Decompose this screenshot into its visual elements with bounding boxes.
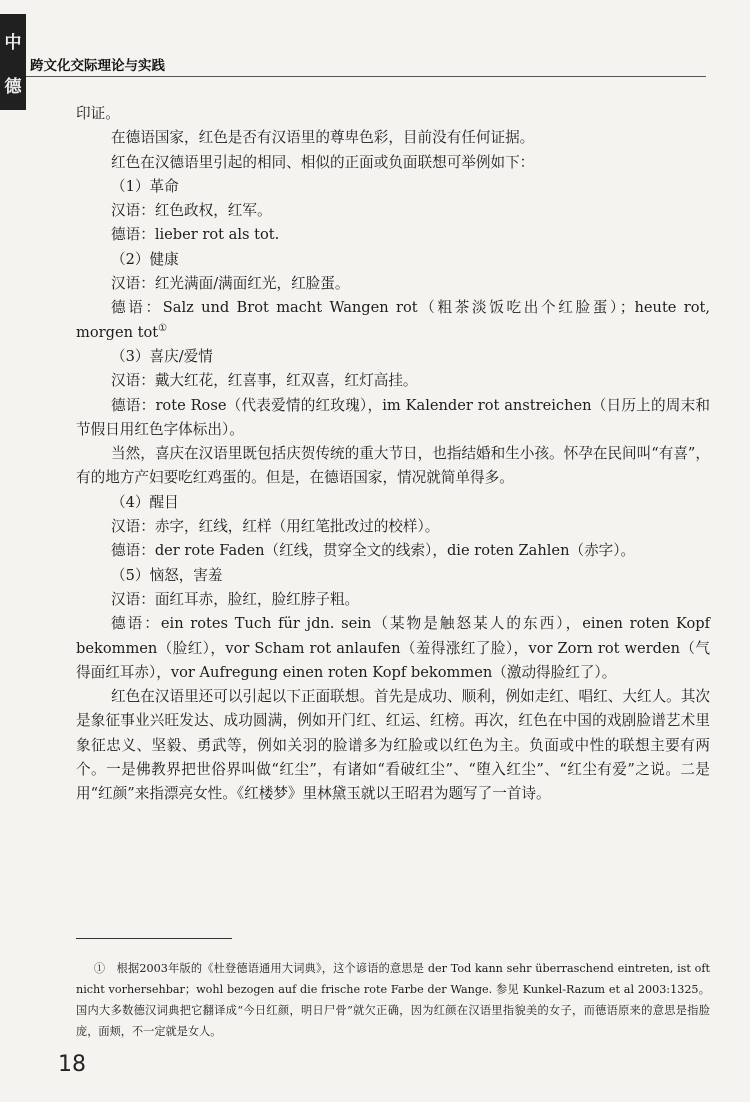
example-german-text: 德语：Salz und Brot macht Wangen rot（粗茶淡饭吃出个红脸蛋）；heute rot, morgen tot [76,299,710,341]
paragraph: 红色在汉语里还可以引起以下正面联想。首先是成功、顺利，例如走红、唱红、大红人。其次是象征事业兴旺发达、成功圆满，例如开门红、红运、红榜。再次，红色在中国的戏剧脸谱艺术里象征忠义、坚毅、勇武等，例如关羽的脸谱多为红脸或以红色为主。负面或中性的联想主要有两个。一是佛教界把世俗界叫做“红尘”，有诸如“看破红尘”、“堕入红尘”、“红尘有爱”之说。二是用“红颜”来指漂亮女性。《红楼梦》里林黛玉就以王昭君为题写了一首诗。 [76,688,710,803]
page-number: 18 [58,1052,86,1077]
example-german: 德语：rote Rose（代表爱情的红玫瑰），im Kalender rot anstreichen（日历上的周末和节假日用红色字体标出）。 [76,396,710,438]
list-heading: （2）健康 [111,250,179,268]
chapter-side-tab [0,14,26,110]
example-chinese: 汉语：赤字，红线，红样（用红笔批改过的校样）。 [111,518,440,536]
example-german: 德语：lieber rot als tot. [111,226,280,244]
list-heading: （5）恼怒，害羞 [111,566,223,584]
side-tab-char-1: 中 [4,32,22,53]
paragraph: 在德语国家，红色是否有汉语里的尊卑色彩，目前没有任何证据。 [111,129,535,147]
example-chinese: 汉语：面红耳赤，脸红，脸红脖子粗。 [111,590,360,608]
list-heading: （4）醒目 [111,493,179,511]
footnote-rule [76,938,232,939]
footnote-reference[interactable]: ① [158,322,168,334]
footnote-text: ① 根据2003年版的《杜登德语通用大词典》，这个谚语的意思是 der Tod kann sehr überraschend eintreten, ist oft nicht vorhersehbar；wohl bezogen auf die frische rote Farbe der Wange. 参见 Kunkel-Razum et al 2003:1325。国内大多数德汉词典把它翻译成“今日红颜，明日尸骨”就欠正确，因为红颜在汉语里指貌美的女子，而德语原来的意思是指脸庞，面颊，不一定就是女人。 [76,962,710,1038]
paragraph: 印证。 [76,105,120,122]
list-heading: （1）革命 [111,177,179,195]
side-tab-char-2: 德 [4,76,22,97]
example-german: 德语：ein rotes Tuch für jdn. sein（某物是触怒某人的东西），einen roten Kopf bekommen（脸红），vor Scham rot anlaufen（羞得涨红了脸），vor Zorn rot werden（气得面红耳赤），vor Aufregung einen roten Kopf bekommen（激动得脸红了）。 [76,615,710,681]
example-chinese: 汉语：戴大红花，红喜事，红双喜，红灯高挂。 [111,372,418,390]
paragraph: 当然，喜庆在汉语里既包括庆贺传统的重大节日，也指结婚和生小孩。怀孕在民间叫“有喜”，有的地方产妇要吃红鸡蛋的。但是，在德语国家，情况就简单得多。 [76,445,710,487]
example-german: 德语：der rote Faden（红线，贯穿全文的线索），die roten Zahlen（赤字）。 [111,542,636,560]
header-rule [26,76,706,77]
footnote [76,958,710,1042]
paragraph: 红色在汉德语里引起的相同、相似的正面或负面联想可举例如下： [111,153,535,171]
example-chinese: 汉语：红光满面/满面红光，红脸蛋。 [111,275,350,293]
list-heading: （3）喜庆/爱情 [111,347,213,365]
example-chinese: 汉语：红色政权，红军。 [111,202,272,220]
example-german [76,296,710,345]
running-head: 跨文化交际理论与实践 [30,58,165,74]
body-text [76,102,710,807]
